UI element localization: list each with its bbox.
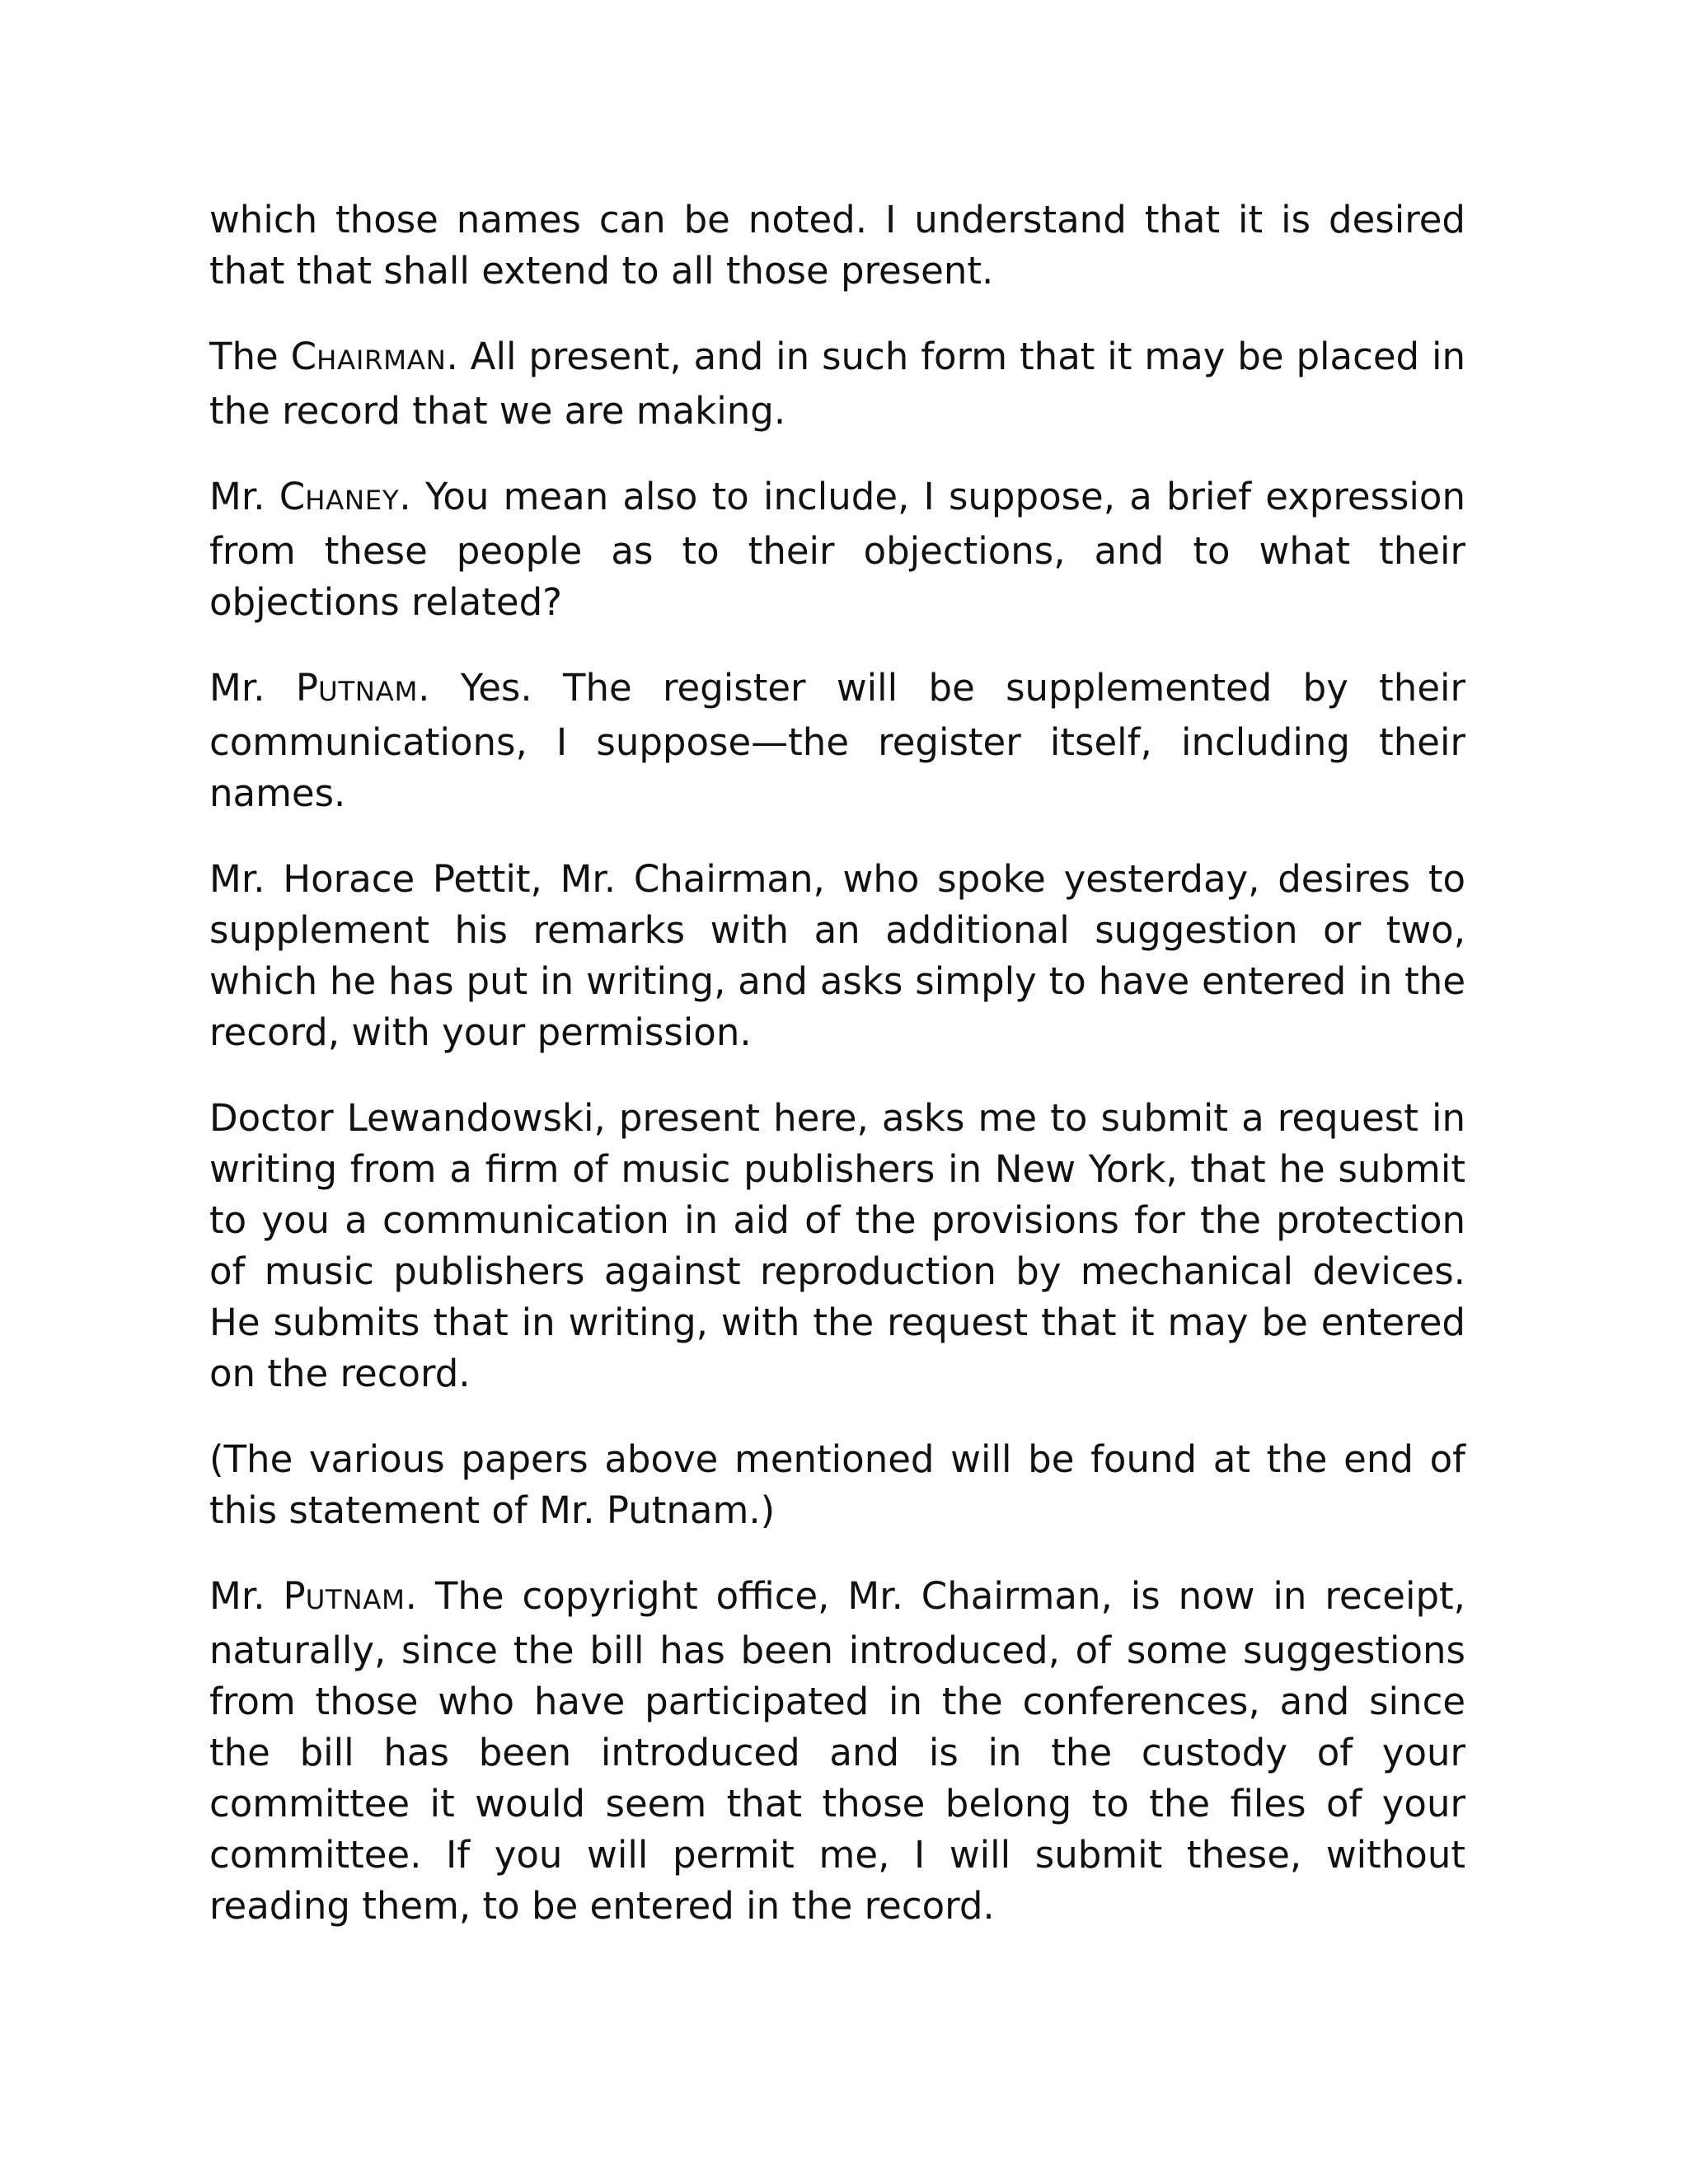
- paragraph-text: which those names can be noted. I understand that it is desired that that shall extend to all those present.: [209, 198, 1465, 293]
- speaker-prefix: Mr.: [209, 1574, 284, 1618]
- speaker-name-smallcaps: HANEY: [305, 485, 400, 516]
- speaker-initial: P: [295, 666, 318, 710]
- paragraph-lewandowski: [209, 1093, 1465, 1399]
- paragraph-pettit: [209, 854, 1465, 1058]
- speaker-name-smallcaps: UTNAM: [305, 1584, 406, 1615]
- paragraph-text: . The copyright office, Mr. Chairman, is now in receipt, naturally, since the bill has been introduced, of some suggestions from those who have participated in the conferences, and since the bill has been introduced and is in the custody of your committee it would seem that those belong to the files of your committee. If you will permit me, I will submit these, without reading them, to be entered in the record.: [209, 1574, 1465, 1928]
- document-page: [209, 194, 1465, 1966]
- paragraph-papers-note: [209, 1434, 1465, 1536]
- speaker-initial: P: [283, 1574, 306, 1618]
- paragraph: [209, 194, 1465, 297]
- speaker-prefix: The: [209, 335, 291, 378]
- paragraph-text: . You mean also to include, I suppose, a brief expression from these people as to their objections, and to what their objections related?: [209, 475, 1465, 624]
- speaker-prefix: Mr.: [209, 666, 296, 710]
- paragraph-chaney-question: [209, 471, 1465, 628]
- paragraph-text: Doctor Lewandowski, present here, asks me to submit a request in writing from a firm of music publishers in New York, that he submit to you a communication in aid of the provisions for the protection of music publishers against reproduction by mechanical devices. He submits that in writing, with the request that it may be entered on the record.: [209, 1096, 1465, 1395]
- paragraph-putnam-copyright: [209, 1571, 1465, 1932]
- speaker-name-smallcaps: UTNAM: [317, 676, 419, 707]
- paragraph-text: . All present, and in such form that it may be placed in the record that we are making.: [209, 335, 1465, 433]
- paragraph-text: (The various papers above mentioned will be found at the end of this statement of Mr. Putnam.): [209, 1437, 1465, 1532]
- speaker-name-smallcaps: HAIRMAN: [316, 344, 447, 376]
- paragraph-text: Mr. Horace Pettit, Mr. Chairman, who spoke yesterday, desires to supplement his remarks with an additional suggestion or two, which he has put in writing, and asks simply to have entered in the record, with your permission.: [209, 857, 1465, 1054]
- paragraph-chairman-remark: [209, 331, 1465, 437]
- speaker-initial: C: [290, 335, 317, 378]
- speaker-prefix: Mr.: [209, 475, 279, 518]
- paragraph-putnam-reply: [209, 663, 1465, 819]
- speaker-initial: C: [279, 475, 306, 518]
- paragraph-text: . Yes. The register will be supplemented by their communications, I suppose—the register itself, including their names.: [209, 666, 1466, 815]
